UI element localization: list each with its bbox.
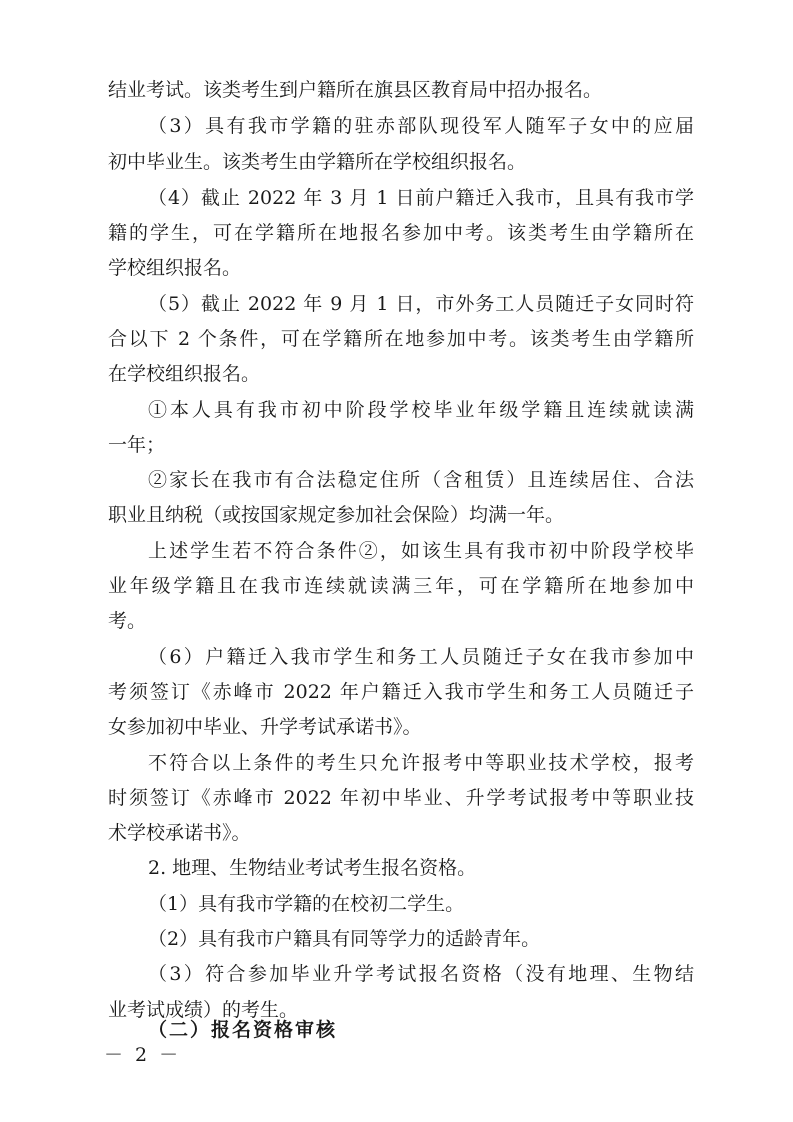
- body-text-line: （3）具有我市学籍的驻赤部队现役军人随军子女中的应届: [148, 115, 694, 137]
- body-text-line: 初中毕业生。该类考生由学籍所在学校组织报名。: [108, 151, 527, 173]
- body-text-line: （5）截止 2022 年 9 月 1 日，市外务工人员随迁子女同时符: [148, 293, 694, 315]
- body-text-line: 合以下 2 个条件，可在学籍所在地参加中考。该类考生由学籍所: [108, 328, 694, 350]
- body-text-line: ②家长在我市有合法稳定住所（含租赁）且连续居住、合法: [148, 469, 694, 491]
- body-text-line: 女参加初中毕业、升学考试承诺书》。: [108, 716, 422, 738]
- body-text-line: （1）具有我市学籍的在校初二学生。: [148, 893, 465, 915]
- body-text-line: （2）具有我市户籍具有同等学力的适龄青年。: [148, 928, 541, 950]
- body-text-line: ①本人具有我市初中阶段学校毕业年级学籍且连续就读满: [148, 399, 694, 421]
- body-text-line: （3）符合参加毕业升学考试报名资格（没有地理、生物结: [148, 963, 694, 985]
- page-number: － 2 －: [104, 1044, 182, 1066]
- body-text-line: 业年级学籍且在我市连续就读满三年，可在学籍所在地参加中: [108, 575, 694, 597]
- body-text-line: 业考试成绩）的考生。: [108, 999, 299, 1021]
- body-text-line: 学校组织报名。: [108, 257, 242, 279]
- body-text-line: 职业且纳税（或按国家规定参加社会保险）均满一年。: [108, 504, 565, 526]
- body-text-line: 考。: [108, 610, 147, 632]
- body-text-line: 籍的学生，可在学籍所在地报名参加中考。该类考生由学籍所在: [108, 222, 694, 244]
- body-text-line: 时须签订《赤峰市 2022 年初中毕业、升学考试报考中等职业技: [108, 787, 694, 809]
- body-text-line: 2. 地理、生物结业考试考生报名资格。: [148, 857, 477, 879]
- body-text-line: 结业考试。该类考生到户籍所在旗县区教育局中招办报名。: [108, 79, 603, 101]
- body-text-line: 在学校组织报名。: [108, 363, 261, 385]
- body-text-line: 考须签订《赤峰市 2022 年户籍迁入我市学生和务工人员随迁子: [108, 681, 694, 703]
- body-text-line: 一年；: [108, 434, 166, 456]
- body-text-line: 上述学生若不符合条件②，如该生具有我市初中阶段学校毕: [148, 540, 694, 562]
- body-text-line: 术学校承诺书》。: [108, 822, 251, 844]
- section-heading: （二）报名资格审核: [148, 1019, 338, 1041]
- body-text-line: 不符合以上条件的考生只允许报考中等职业技术学校，报考: [148, 752, 694, 774]
- body-text-line: （4）截止 2022 年 3 月 1 日前户籍迁入我市，且具有我市学: [148, 187, 694, 209]
- body-text-line: （6）户籍迁入我市学生和务工人员随迁子女在我市参加中: [148, 646, 694, 668]
